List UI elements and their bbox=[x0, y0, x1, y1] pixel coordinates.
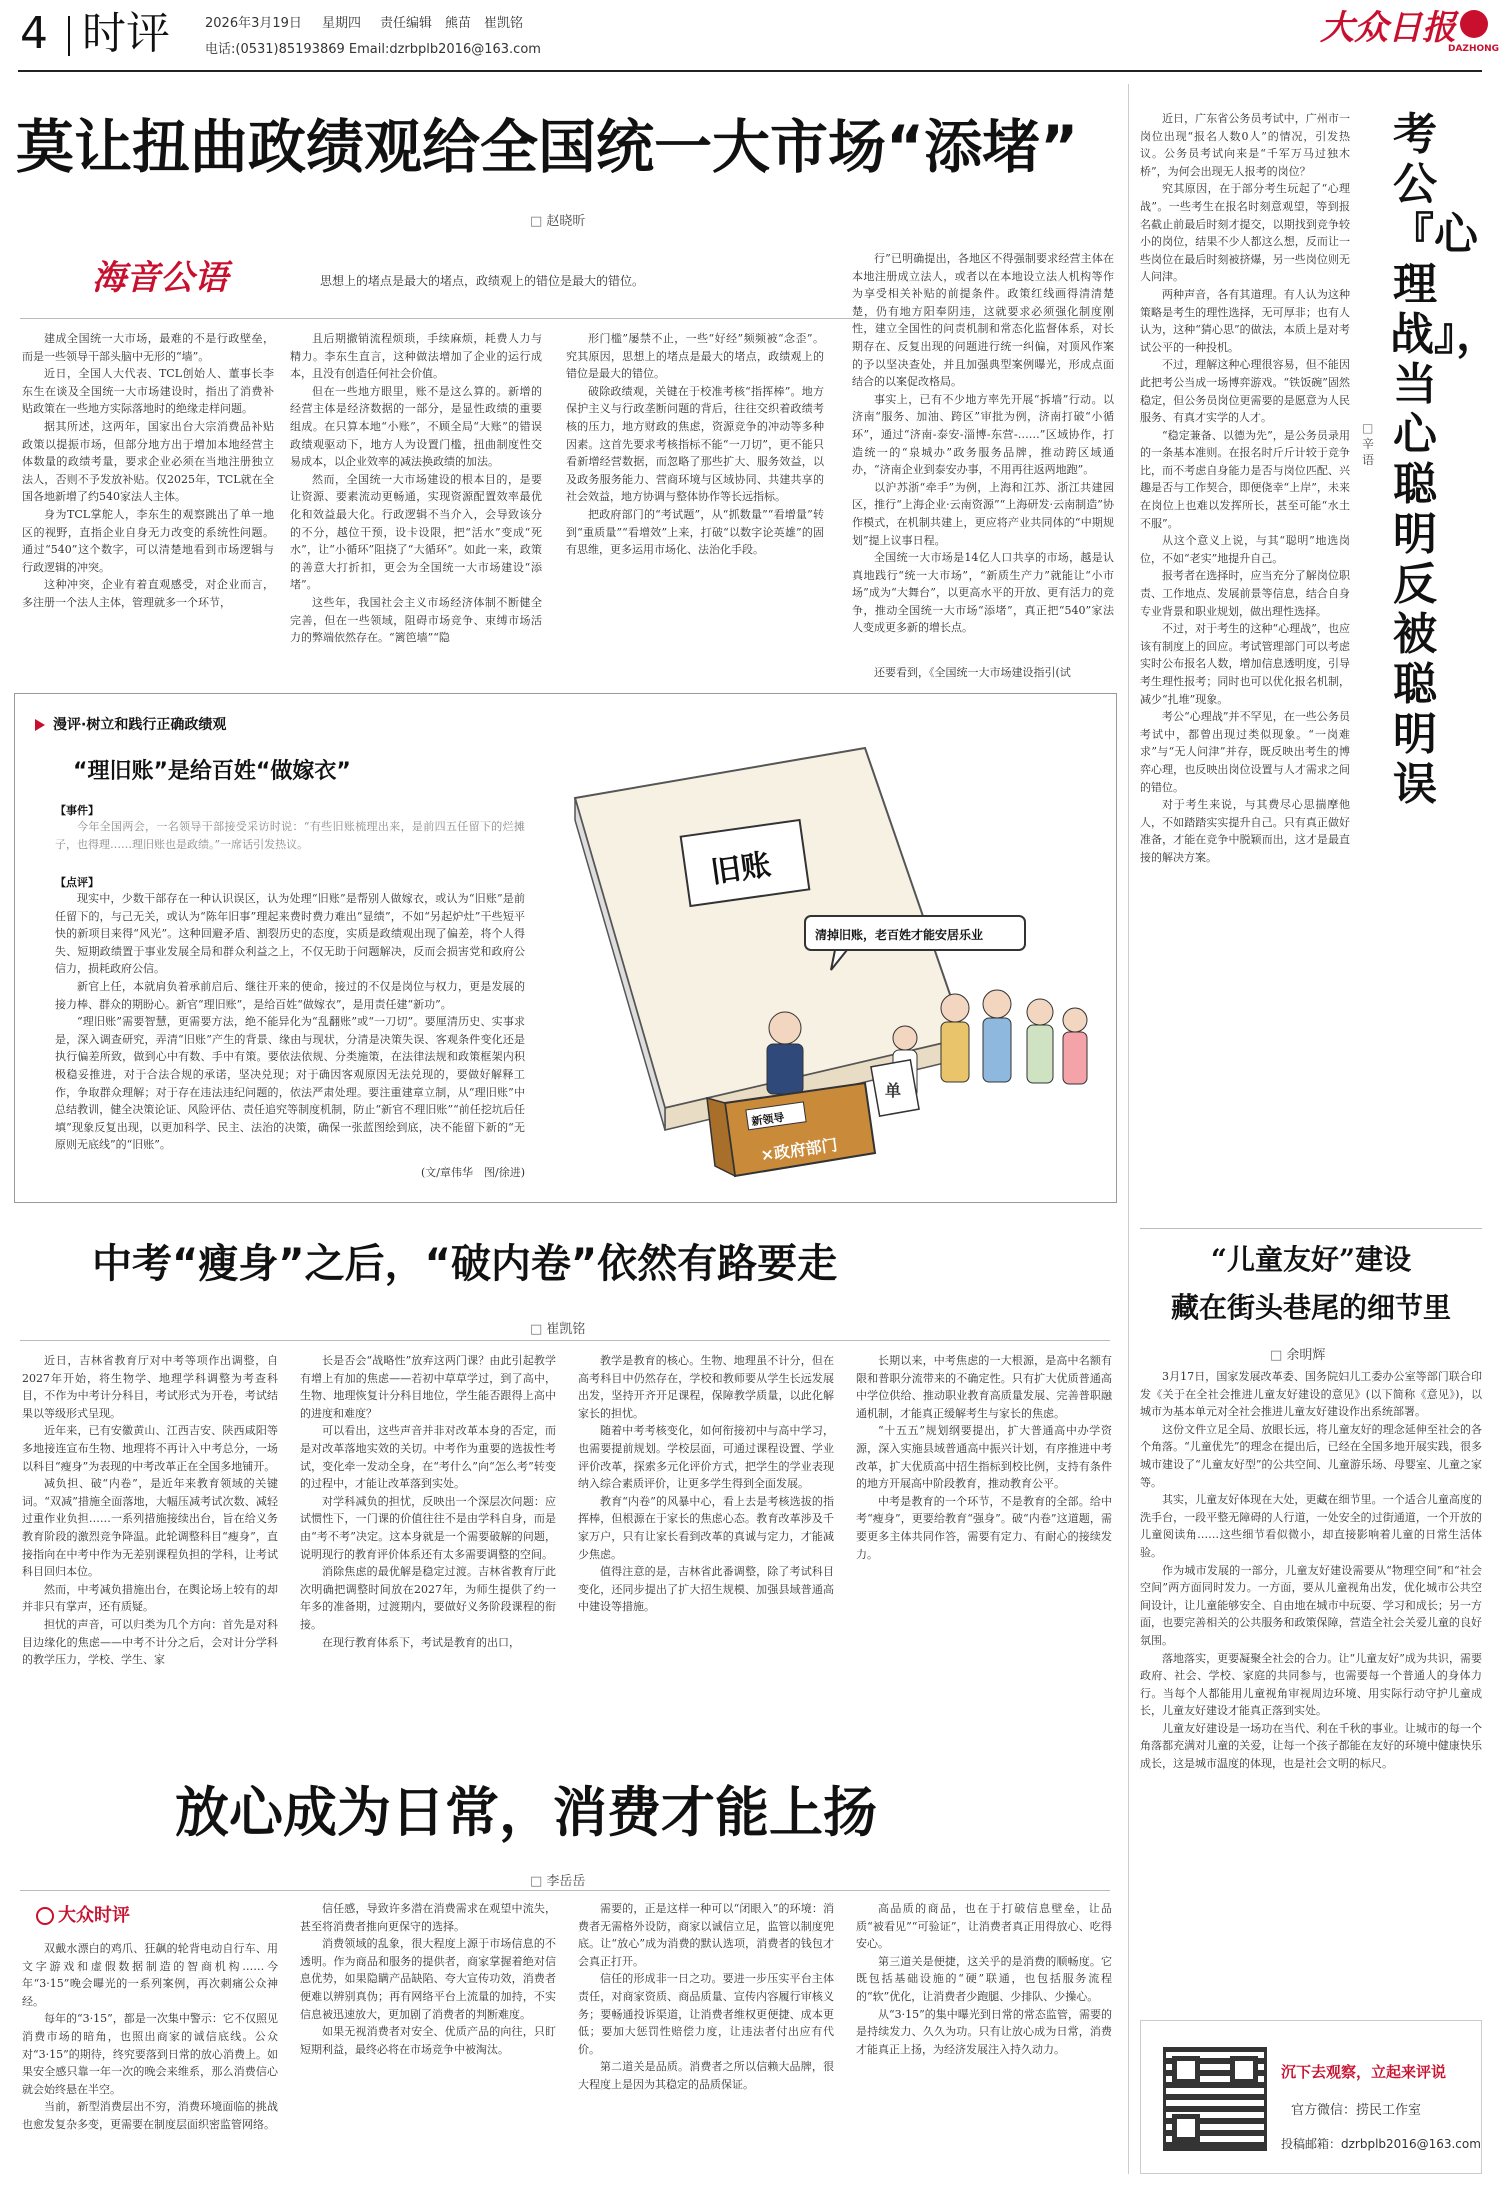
paragraph: 当前，新型消费层出不穷，消费环境面临的挑战也愈发复杂多变，更需要在制度层面织密监管网络。 bbox=[22, 2100, 278, 2131]
main-headline: 莫让扭曲政绩观给全国统一大市场“添堵” bbox=[16, 113, 1079, 181]
paragraph: “稳定兼备、以德为先”，是公务员录用的一条基本准则。在报名时斤斤计较于竞争比，而不考虑自身能力是否与岗位匹配、兴趣是否与工作契合，即便侥幸“上岸”，未来在岗位上也难以发挥所长，甚至可能“水土不服”。 bbox=[1140, 428, 1350, 530]
paragraph: 长是否会“战略性”放弃这两门课？由此引起教学有增上有加的焦虑——若初中草草学过，到了高中，生物、地理恢复计分科目地位，学生能否跟得上高中的进度和难度？ bbox=[300, 1354, 556, 1420]
sidebar-divider bbox=[1128, 84, 1129, 2174]
a2-col-2 bbox=[300, 1352, 556, 1756]
main-lead: 思想上的堵点是最大的堵点，政绩观上的错位是最大的错位。 bbox=[320, 274, 645, 288]
paragraph: 教育“内卷”的风暴中心，看上去是考核选拔的指挥棒，但根源在于家长的焦虑心态。教育改革涉及千家万户，只有让家长看到改革的真诚与定力，才能减少焦虑。 bbox=[578, 1494, 834, 1561]
page-number: 4 bbox=[20, 8, 48, 59]
cartoon-box-label: ×政府部门 bbox=[759, 1135, 839, 1165]
paragraph: 第二道关是品质。消费者之所以信赖大品牌，很大程度上是因为其稳定的品质保证。 bbox=[578, 2060, 834, 2091]
qr-code bbox=[1163, 2047, 1267, 2151]
paragraph: 事实上，已有不少地方率先开展“拆墙”行动。以济南“服务、加油、跨区”审批为例，济南打破“小循环”，通过“济南-泰安-淄博-东营-……”区域协作，打造统一的“泉城办”政务服务品牌，推动跨区域通办，“济南企业到泰安办事，不用再往返两地跑”。 bbox=[852, 392, 1114, 477]
main-byline: □ 赵晓昕 bbox=[530, 210, 585, 229]
logo-text: 大众日报 bbox=[1320, 8, 1456, 48]
paragraph: 可以看出，这些声音并非对改革本身的否定，而是对改革落地实效的关切。中考作为重要的选拔性考试，变化牵一发动全身，在“考什么”向“怎么考”转变的过程中，才能让改革落到实处。 bbox=[300, 1424, 556, 1491]
page-header bbox=[0, 0, 1500, 80]
cartoon-book-label: 旧账 bbox=[708, 847, 773, 891]
sidebar2-text bbox=[1140, 1368, 1482, 2014]
a2-col-1 bbox=[22, 1352, 278, 1756]
header-date: 2026年3月19日 bbox=[205, 16, 302, 31]
paragraph: 高品质的商品，也在于打破信息壁垒，让品质“被看见”“可验证”，让消费者真正用得放心、吃得安心。 bbox=[856, 1902, 1112, 1951]
paragraph: 每年的“3·15”，都是一次集中警示：它不仅照见消费市场的暗角，也照出商家的诚信底线。公众对“3·15”的期待，终究要落到日常的放心消费上。如果安全感只靠一年一次的晚会来维系，那么消费信心就会始终悬在半空。 bbox=[22, 2012, 278, 2096]
sidebar1-text bbox=[1140, 110, 1350, 1208]
feature-header bbox=[35, 714, 335, 738]
paragraph: 近日，吉林省教育厅对中考等项作出调整，自2027年开始，将生物学、地理学科调整为考查科目，不作为中考计分科目，考试形式为开卷，考试结果以等级形式呈现。 bbox=[22, 1354, 278, 1420]
paragraph: 从“3·15”的集中曝光到日常的常态监管，需要的是持续发力、久久为功。只有让放心成为日常，消费才能真正上扬，为经济发展注入持久动力。 bbox=[856, 2007, 1112, 2056]
cartoon-hat-label: 新领导 bbox=[750, 1110, 786, 1129]
a3-column-logo bbox=[36, 1904, 236, 1930]
paragraph: 行”已明确提出，各地区不得强制要求经营主体在本地注册成立法人，或者以在本地设立法人机构等作为享受相关补贴的前提条件。政策红线画得清清楚楚，仍有地方阳奉阴违，这就要求必须强化制度刚性，建立全国性的问责机制和常态化监督体系，对长期存在、反复出现的问题进行统一纠偏，对顶风作案的予以坚决查处，并且加强典型案例曝光，形成点面结合的以案促改格局。 bbox=[852, 252, 1114, 389]
sidebar2-headline-2: 藏在街头巷尾的细节里 bbox=[1170, 1291, 1451, 1324]
paragraph: 据其所述，这两年，国家出台大宗消费品补贴政策以提振市场，但部分地方出于增加本地经营主体数量的政绩考量，要求企业必须在当地注册独立法人，否则不予发放补贴。仅2025年，TCL就在全国各地新增了约540家法人主体。 bbox=[22, 419, 274, 504]
paragraph: 在现行教育体系下，考试是教育的出口， bbox=[322, 1635, 520, 1649]
paragraph: 3月17日，国家发展改革委、国务院妇儿工委办公室等部门联合印发《关于在全社会推进儿童友好建设的意见》(以下简称《意见》)，以城市为基本单元对全社会推进儿童友好建设作出系统部署。 bbox=[1140, 1370, 1482, 1419]
a3-column-name: 大众时评 bbox=[58, 1905, 130, 1926]
paragraph: 身为TCL掌舵人，李东生的观察跳出了单一地区的视野，直指企业自身无力改变的系统性问题。通过“540”这个数字，可以清楚地看到市场逻辑与行政逻辑的冲突。 bbox=[22, 507, 274, 574]
article2-headline: 中考“瘦身”之后，“破内卷”依然有路要走 bbox=[92, 1241, 838, 1287]
paragraph: 破除政绩观，关键在于校准考核“指挥棒”。地方保护主义与行政垄断问题的背后，往往交织着政绩考核的压力，地方财政的焦虑，资源竞争的冲动等多种因素。这首先要求考核指标不能“一刀切”，更不能只看新增经营数据，而忽略了那些扩大、服务效益，以及政务服务能力、营商环境与区域协同、共建共享的社会效益，地方协调与整体协作等长远指标。 bbox=[566, 384, 824, 504]
paragraph: 形门槛”屡禁不止，一些“好经”频频被“念歪”。究其原因，思想上的堵点是最大的堵点，政绩观上的错位是最大的错位。 bbox=[566, 332, 824, 381]
a3-col-3 bbox=[578, 1900, 834, 2176]
paragraph: 对于考生来说，与其费尽心思揣摩他人，不如踏踏实实提升自己。只有真正做好准备，才能在竞争中脱颖而出，这才是最直接的解决方案。 bbox=[1140, 798, 1350, 864]
sidebar2-headline-1: “儿童友好”建设 bbox=[1210, 1243, 1412, 1276]
header-contact: 电话:(0531)85193869 Email:dzrbplb2016@163.com bbox=[205, 42, 541, 57]
main-col-2 bbox=[290, 330, 542, 660]
paragraph: 以沪苏浙“牵手”为例，上海和江苏、浙江共建园区，推行“上海企业·云南资源”“上海研发·云南制造”协作模式，在机制共建上，更应将产业共同体的“中期规划”提上议事日程。 bbox=[852, 480, 1114, 547]
section-name: 时评 bbox=[82, 8, 170, 59]
footer-slogan: 沉下去观察，立起来评说 bbox=[1281, 2063, 1447, 2081]
clock-icon bbox=[36, 1907, 54, 1925]
header-weekday: 星期四 bbox=[322, 16, 362, 31]
footer-email: 投稿邮箱：dzrbplb2016@163.com bbox=[1281, 2137, 1481, 2151]
paragraph: 消除焦虑的最优解是稳定过渡。吉林省教育厅此次明确把调整时间放在2027年，为师生提供了约一年多的准备期，过渡期内，要做好义务阶段课程的衔接。 bbox=[300, 1565, 556, 1631]
a3-col-1 bbox=[22, 1940, 278, 2176]
play-icon bbox=[35, 719, 45, 731]
paragraph: 近日，全国人大代表、TCL创始人、董事长李东生在谈及全国统一大市场建设时，指出了消费补贴政策在一些地方实际落地时的绝缘走样问题。 bbox=[22, 367, 274, 416]
paragraph: 这些年，我国社会主义市场经济体制不断健全完善，但在一些领域，阻碍市场竞争、束缚市场活力的弊端依然存在。“篱笆墙”“隐 bbox=[290, 595, 542, 645]
newspaper-logo bbox=[1320, 6, 1500, 62]
paragraph: 不过，对于考生的这种“心理战”，也应该有制度上的回应。考试管理部门可以考虑实时公布报名人数，增加信息透明度，引导考生理性报考；同时也可以优化报名机制，减少“扎堆”现象。 bbox=[1140, 622, 1350, 706]
a3-col-4 bbox=[856, 1900, 1112, 2176]
paragraph: 全国统一大市场是14亿人口共享的市场，越是认真地践行“统一大市场”，“新质生产力”就能让“小市场”成为“大舞台”，以更高水平的开放、更有活力的竞争，推动全国统一大市场“添堵”，真正把“540”家法人变成更多新的增长点。 bbox=[852, 551, 1114, 635]
header-editors: 责任编辑 熊苗 崔凯铭 bbox=[380, 16, 524, 31]
paragraph: 然而，中考减负措施出台，在舆论场上较有的却并非只有掌声，还有质疑。 bbox=[22, 1582, 278, 1614]
column-logo: 海音公语 bbox=[92, 258, 228, 298]
main-col-4 bbox=[852, 250, 1114, 660]
paragraph: 报考者在选择时，应当充分了解岗位职责、工作地点、发展前景等信息，结合自身专业背景和职业规划，做出理性选择。 bbox=[1140, 569, 1350, 618]
a2-col-4 bbox=[856, 1352, 1112, 1756]
paragraph: 这份文件立足全局、放眼长远，将儿童友好的理念延伸至社会的各个角落。“儿童优先”的理念在提出后，已经在全国多地开展实践，很多城市建设了“儿童友好型”的公共空间、儿童游乐场、母婴室、儿童之家等。 bbox=[1140, 1422, 1482, 1489]
paragraph: 作为城市发展的一部分，儿童友好建设需要从“物理空间”和“社会空间”两方面同时发力。一方面，要从儿童视角出发，优化城市公共空间设计，让儿童能够安全、自由地在城市中玩耍、学习和成长；另一方面，也要完善相关的公共服务和政策保障，营造全社会关爱儿童的良好氛围。 bbox=[1140, 1563, 1482, 1647]
paragraph: 对学科减负的担忧，反映出一个深层次问题：应试惯性下，一门课的价值往往不是由学科自身，而是由“考不考”决定。这本身就是一个需要破解的问题，说明现行的教育评价体系还有太多需要调整的空间。 bbox=[300, 1494, 556, 1561]
paragraph: 随着中考考核变化，如何衔接初中与高中学习，也需要提前规划。学校层面，可通过课程设置、学业评价改革，探索多元化评价方式，把学生的学业表现纳入综合素质评价，让更多学生得到全面发展。 bbox=[578, 1424, 834, 1491]
paragraph: 值得注意的是，吉林省此番调整，除了考试科目变化，还同步提出了扩大招生规模、加强县域普通高中建设等措施。 bbox=[578, 1565, 834, 1614]
footer-wechat: 官方微信：捞民工作室 bbox=[1291, 2103, 1422, 2118]
a2-col-3 bbox=[578, 1352, 834, 1756]
paragraph: 从这个意义上说，与其“聪明”地选岗位，不如“老实”地提升自己。 bbox=[1140, 534, 1350, 565]
paragraph: 担忧的声音，可以归类为几个方向：首先是对科目边缘化的焦虑——中考不计分之后，会对计分学科的教学压力，学校、学生、家 bbox=[22, 1617, 278, 1667]
paragraph: 把政府部门的“考试题”，从“抓数量”“看增量”转到“重质量”“看增效”上来，打破“以数字论英雄”的固有思维，更多运用市场化、法治化手段。 bbox=[566, 507, 824, 557]
paragraph: 信任的形成非一日之功。要进一步压实平台主体责任，对商家资质、商品质量、宣传内容履行审核义务；要畅通投诉渠道，让消费者维权更便捷、成本更低；要加大惩罚性赔偿力度，让违法者付出应有代价。 bbox=[578, 1972, 834, 2056]
article3-byline: □ 李岳岳 bbox=[530, 1870, 585, 1889]
paragraph: 消费领域的乱象，很大程度上源于市场信息的不透明。作为商品和服务的提供者，商家掌握着绝对信息优势，如果隐瞒产品缺陷、夸大宣传功效，消费者便难以辨别真伪；再有网络平台上流量的加持，不实信息被迅速放大，更加剧了消费者的判断难度。 bbox=[300, 1937, 556, 2021]
main-col-3 bbox=[566, 330, 824, 660]
article3-rule bbox=[20, 1890, 1110, 1891]
header-rule bbox=[18, 70, 1482, 72]
paragraph: 两种声音，各有其道理。有人认为这种策略是考生的理性选择，无可厚非；也有人认为，这种“猜心思”的做法，本质上是对考试公平的一种投机。 bbox=[1140, 287, 1350, 354]
comment-label: 【点评】 bbox=[55, 876, 99, 889]
paragraph: 儿童友好建设是一场功在当代、利在千秋的事业。让城市的每一个角落都充满对儿童的关爱，让每一个孩子都能在友好的环境中健康快乐成长，这是城市温度的体现，也是社会文明的标尺。 bbox=[1140, 1721, 1482, 1771]
cartoon-banner: 清掉旧账，老百姓才能安居乐业 bbox=[815, 928, 984, 942]
paragraph: 需要的，正是这样一种可以“闭眼入”的环境：消费者无需格外设防，商家以诚信立足，监管以制度兜底。让“放心”成为消费的默认选项，消费者的钱包才会真正打开。 bbox=[578, 1902, 834, 1968]
paragraph: 究其原因，在于部分考生玩起了“心理战”。一些考生在报名时刻意观望，等到报名截止前最后时刻才提交，以期找到竞争较小的岗位，结果不少人都这么想，反而让一些岗位在最后时刻被挤爆，另一些岗位则无人问津。 bbox=[1140, 182, 1350, 284]
main-col-1 bbox=[22, 330, 274, 660]
article2-rule bbox=[20, 1340, 1110, 1341]
paragraph: 建成全国统一大市场，最难的不是行政壁垒，而是一些领导干部头脑中无形的“墙”。 bbox=[22, 332, 274, 363]
paragraph: 考公“心理战”并不罕见，在一些公务员考试中，都曾出现过类似现象。“一岗难求”与“无人问津”并存，既反映出考生的博弈心理，也反映出岗位设置与人才需求之间的错位。 bbox=[1140, 710, 1350, 794]
sidebar1-headline: 考公『心理战』，当心聪明反被聪明误 bbox=[1390, 109, 1500, 810]
paragraph: 不过，理解这种心理很容易，但不能因此把考公当成一场博弈游戏。“铁饭碗”固然稳定，但公务员岗位更需要的是愿意为人民服务、有真才实学的人才。 bbox=[1140, 358, 1350, 425]
paragraph: “理旧账”需要智慧，更需要方法，绝不能异化为“乱翻账”或“一刀切”。要厘清历史、实事求是，深入调查研究，弄清“旧账”产生的背景、缘由与现状，分清是决策失误、客观条件变化还是执行偏差所致，做到心中有数、手中有策。要依法依规、分类施策，在法律法规和政策框架内积极稳妥推进，对于合法合规的承诺，坚决兑现；对于确因客观原因无法兑现的，要做好解释工作，争取群众理解；对于存在违法违纪问题的，依法严肃处理。要注重建章立制，从“理旧账”中总结教训，健全决策论证、风险评估、责任追究等制度机制，防止“新官不理旧账”“前任挖坑后任填”现象反复出现，以更加科学、民主、法治的决策，确保一张蓝图绘到底，决不能留下新的“无原则无底线”的“旧账”。 bbox=[55, 1015, 525, 1152]
paragraph: 新官上任，本就肩负着承前启后、继往开来的使命，接过的不仅是岗位与权力，更是发展的接力棒、群众的期盼心。新官“理旧账”，是给百姓“做嫁衣”，是用责任建“新功”。 bbox=[55, 979, 525, 1011]
editorial-cartoon bbox=[535, 708, 1105, 1188]
logo-emblem-icon bbox=[1460, 10, 1488, 38]
cartoon-paper-label: 单 bbox=[885, 1081, 902, 1100]
paragraph: 且后期撤销流程烦琐，手续麻烦，耗费人力与精力。李东生直言，这种做法增加了企业的运行成本，且没有创造任何社会价值。 bbox=[290, 332, 542, 381]
event-text: 今年全国两会，一名领导干部接受采访时说：“有些旧账梳理出来，是前四五任留下的烂摊子，也得理……理旧账也是政绩。”一席话引发热议。 bbox=[55, 820, 525, 851]
sidebar2-byline: □ 余明辉 bbox=[1270, 1344, 1325, 1363]
paragraph: “十五五”规划纲要提出，扩大普通高中办学资源，深入实施县域普通高中振兴计划，有序推进中考改革，扩大优质高中招生指标到校比例，支持有条件的地方开展高中阶段教育，推动教育公平。 bbox=[856, 1424, 1112, 1491]
feature-credit: (文/章伟华 图/徐进) bbox=[421, 1166, 525, 1179]
a3-col-2 bbox=[300, 1900, 556, 2176]
logo-subtext: DAZHONG bbox=[1448, 44, 1500, 54]
paragraph: 第三道关是便捷，这关乎的是消费的顺畅度。它既包括基础设施的“硬”联通，也包括服务流程的“软”优化，让消费者少跑腿、少排队、少操心。 bbox=[856, 1954, 1112, 2003]
paragraph: 双戴水漂白的鸡爪、狂飙的轮背电动自行车、用文字游戏和虚假数据制造的智商机构……今年“3·15”晚会曝光的一系列案例，再次刺痛公众神经。 bbox=[22, 1942, 278, 2008]
footer-contact-box bbox=[1140, 2020, 1482, 2174]
paragraph: 然而，全国统一大市场建设的根本目的，是要让资源、要素流动更畅通，实现资源配置效率最优化和效益最大化。行政逻辑不当介入，会导致该分的不分，越位干预，设卡设限，把“活水”变成“死水”，让“小循环”阻挠了“大循环”。如此一来，政策的善意大打折扣，更会为全国统一大市场建设“添堵”。 bbox=[290, 472, 542, 592]
paragraph: 其实，儿童友好体现在大处，更藏在细节里。一个适合儿童高度的洗手台，一段平整无障碍的人行道，一处安全的过街通道，一个开放的儿童阅读角……这些细节看似微小，却直接影响着儿童的日常生活体验。 bbox=[1140, 1493, 1482, 1559]
paragraph: 但在一些地方眼里，账不是这么算的。新增的经营主体是经济数据的一部分，是显性政绩的重要组成。在只算本地“小账”，不顾全局“大账”的错误政绩观驱动下，地方人为设置门槛，扭曲制度性交易成本，以企业效率的减法换政绩的加法。 bbox=[290, 384, 542, 469]
sidebar1-byline: □ 辛语 bbox=[1362, 420, 1382, 468]
paragraph: 教学是教育的核心。生物、地理虽不计分，但在高考科目中仍然存在，学校和教师要从学生长远发展出发，坚持开齐开足课程，保障教学质量，以此化解家长的担忧。 bbox=[578, 1354, 834, 1420]
main-ending: 还要看到，《全国统一大市场建设指引(试 bbox=[874, 666, 1071, 679]
event-label: 【事件】 bbox=[55, 804, 99, 817]
article3-headline: 放心成为日常，消费才能上扬 bbox=[175, 1781, 877, 1844]
comment-text bbox=[55, 890, 525, 1162]
paragraph: 信任感，导致许多潜在消费需求在观望中流失，甚至将消费者推向更保守的选择。 bbox=[300, 1902, 556, 1933]
paragraph: 如果无视消费者对安全、优质产品的向往，只盯短期利益，最终必将在市场竞争中被淘汰。 bbox=[300, 2025, 556, 2056]
feature-box bbox=[14, 693, 1117, 1203]
paragraph: 现实中，少数干部存在一种认识误区，认为处理“旧账”是帮别人做嫁衣，或认为“旧账”是前任留下的，与己无关，或认为“陈年旧事”理起来费时费力难出“显绩”，不如“另起炉灶”干些短平快的新项目来得“风光”。这种回避矛盾、割裂历史的态度，实质是政绩观出现了偏差，将个人得失、短期政绩置于事业发展全局和群众利益之上，不仅无助于问题解决，反而会损害党和政府公信力，损耗政府公信。 bbox=[55, 892, 525, 976]
feature-header-label: 漫评·树立和践行正确政绩观 bbox=[53, 717, 227, 733]
paragraph: 近日，广东省公务员考试中，广州市一岗位出现“报名人数0人”的情况，引发热议。公务员考试向来是“千军万马过独木桥”，为何会出现无人报考的岗位？ bbox=[1140, 112, 1350, 178]
paragraph: 落地落实，更要凝聚全社会的合力。让“儿童友好”成为共识，需要政府、社会、学校、家庭的共同参与，也需要每一个普通人的身体力行。当每个人都能用儿童视角审视周边环境、用实际行动守护儿童成长，儿童友好建设才能真正落到实处。 bbox=[1140, 1651, 1482, 1718]
paragraph: 这种冲突，企业有着直观感受，对企业而言，多注册一个法人主体，管理就多一个环节， bbox=[22, 578, 274, 609]
sidebar2-top-rule bbox=[1140, 1228, 1482, 1229]
article2-byline: □ 崔凯铭 bbox=[530, 1318, 585, 1337]
header-divider bbox=[68, 16, 70, 56]
paragraph: 减负担、破“内卷”，是近年来教育领域的关键词。“双减”措施全面落地，大幅压减考试次数、减轻过重作业负担……一系列措施接续出台，旨在给义务教育阶段的激烈竞争降温。此轮调整科目“瘦身”，直接指向在中考中作为无差别课程负担的学科，让考试科目回归本位。 bbox=[22, 1477, 278, 1579]
paragraph: 中考是教育的一个环节，不是教育的全部。给中考“瘦身”，更要给教育“强身”。破“内卷”这道题，需要更多主体共同作答，需要有定力、有耐心的接续发力。 bbox=[856, 1494, 1112, 1561]
official-figure bbox=[767, 1012, 803, 1094]
feature-title: “理旧账”是给百姓“做嫁衣” bbox=[73, 759, 351, 784]
paragraph: 长期以来，中考焦虑的一大根源，是高中名额有限和普职分流带来的不确定性。只有扩大优质普通高中学位供给、推动职业教育高质量发展、完善普职融通机制，才能真正缓解考生与家长的焦虑。 bbox=[856, 1354, 1112, 1420]
paragraph: 近年来，已有安徽黄山、江西吉安、陕西咸阳等多地接连宣布生物、地理将不再计入中考总分，一场以科目“瘦身”为表现的中考改革正在全国多地铺开。 bbox=[22, 1424, 278, 1473]
